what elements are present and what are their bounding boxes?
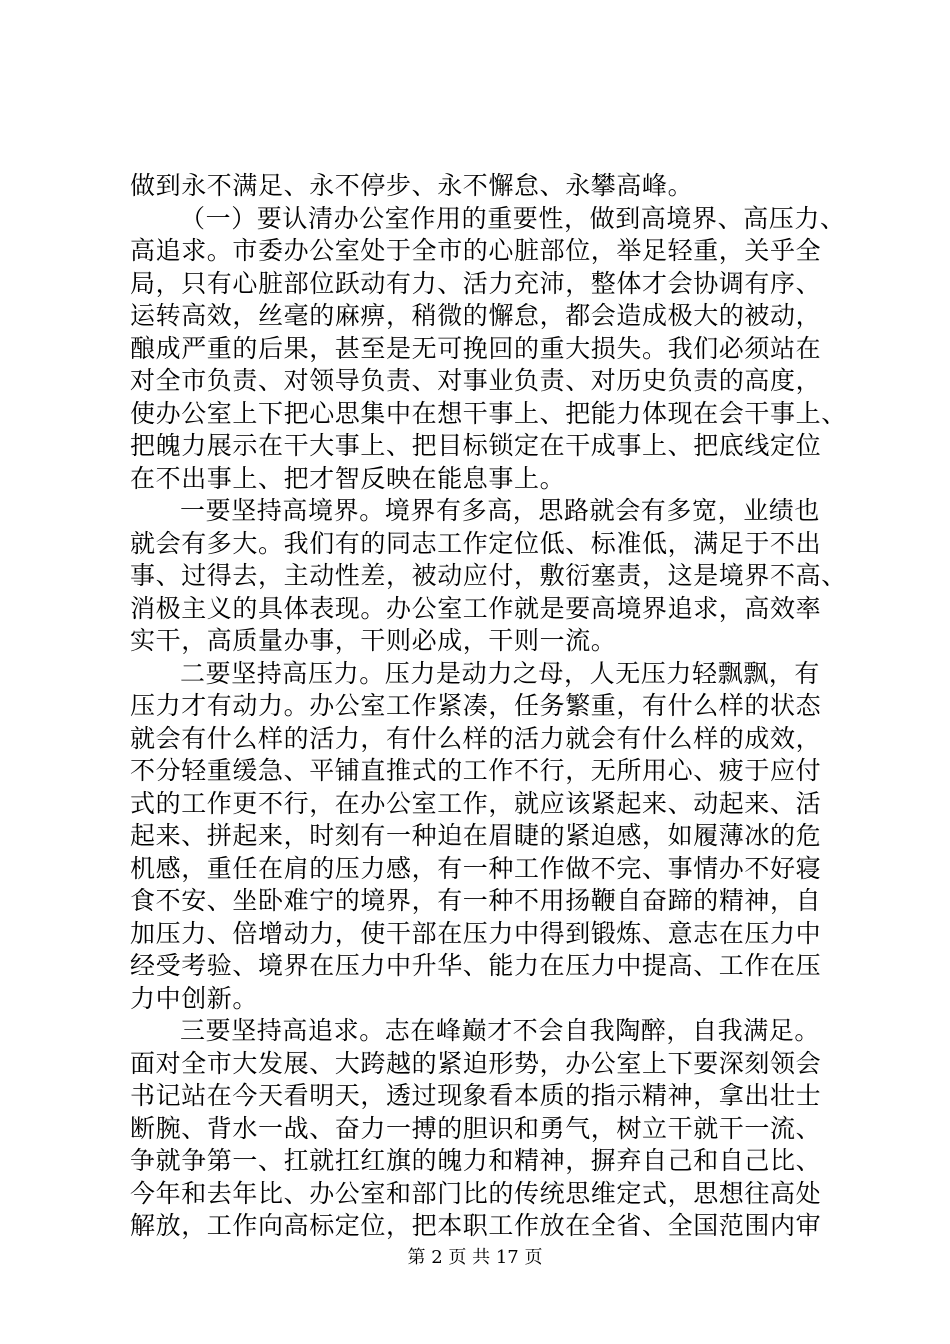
text-line: 今年和去年比、办公室和部门比的传统思维定式，思想往高处 [130, 1178, 822, 1208]
text-line: 起来、拼起来，时刻有一种迫在眉睫的紧迫感，如履薄冰的危 [130, 821, 822, 850]
text-line: 运转高效，丝毫的麻痹，稍微的懈怠，都会造成极大的被动， [130, 301, 822, 330]
text-line: 面对全市大发展、大跨越的紧迫形势，办公室上下要深刻领会 [130, 1048, 822, 1078]
text-line: 食不安、坐卧难宁的境界，有一种不用扬鞭自奋蹄的精神，自 [130, 886, 822, 915]
text-line: 酿成严重的后果，甚至是无可挽回的重大损失。我们必须站在 [130, 333, 822, 363]
text-line: 使办公室上下把心思集中在想干事上、把能力体现在会干事上、 [130, 398, 847, 428]
text-line: 书记站在今天看明天，透过现象看本质的指示精神，拿出壮士 [130, 1081, 822, 1110]
body-text [130, 170, 847, 1243]
text-line: 实干，高质量办事，干则必成，干则一流。 [130, 626, 617, 655]
text-line: 解放，工作向高标定位，把本职工作放在全省、全国范围内审 [130, 1211, 822, 1240]
text-line: 机感，重任在肩的压力感，有一种工作做不完、事情办不好寝 [130, 853, 822, 883]
text-line: 局，只有心脏部位跃动有力、活力充沛，整体才会协调有序、 [130, 268, 822, 298]
text-line: （一）要认清办公室作用的重要性，做到高境界、高压力、 [180, 203, 846, 233]
text-line: 经受考验、境界在压力中升华、能力在压力中提高、工作在压 [130, 951, 822, 980]
text-line: 加压力、倍增动力，使干部在压力中得到锻炼、意志在压力中 [130, 918, 822, 948]
text-line: 对全市负责、对领导负责、对事业负责、对历史负责的高度， [130, 366, 822, 395]
text-line: 就会有多大。我们有的同志工作定位低、标准低，满足于不出 [130, 528, 822, 558]
text-line: 一要坚持高境界。境界有多高，思路就会有多宽，业绩也 [180, 496, 821, 525]
text-line: 二要坚持高压力。压力是动力之母，人无压力轻飘飘，有 [180, 658, 821, 688]
text-line: 力中创新。 [130, 983, 259, 1013]
text-line: 做到永不满足、永不停步、永不懈怠、永攀高峰。 [130, 171, 694, 200]
text-line: 在不出事上、把才智反映在能息事上。 [130, 463, 566, 493]
text-line: 把魄力展示在干大事上、把目标锁定在干成事上、把底线定位 [130, 431, 822, 460]
text-line: 事、过得去，主动性差，被动应付，敷衍塞责，这是境界不高、 [130, 561, 847, 590]
text-line: 三要坚持高追求。志在峰巅才不会自我陶醉，自我满足。 [180, 1016, 821, 1045]
text-line: 高追求。市委办公室处于全市的心脏部位，举足轻重，关乎全 [130, 236, 822, 265]
text-line: 不分轻重缓急、平铺直推式的工作不行，无所用心、疲于应付 [130, 756, 822, 785]
text-line: 争就争第一、扛就扛红旗的魄力和精神，摒弃自己和自己比、 [130, 1146, 822, 1175]
text-line: 消极主义的具体表现。办公室工作就是要高境界追求，高效率 [130, 593, 822, 623]
text-line: 就会有什么样的活力，有什么样的活力就会有什么样的成效， [130, 723, 822, 753]
text-line: 式的工作更不行，在办公室工作，就应该紧起来、动起来、活 [130, 788, 822, 818]
page-number-footer: 第 2 页 共 17 页 [407, 1247, 543, 1268]
text-line: 断腕、背水一战、奋力一搏的胆识和勇气，树立干就干一流、 [130, 1113, 822, 1143]
text-line: 压力才有动力。办公室工作紧凑，任务繁重，有什么样的状态 [130, 691, 822, 720]
